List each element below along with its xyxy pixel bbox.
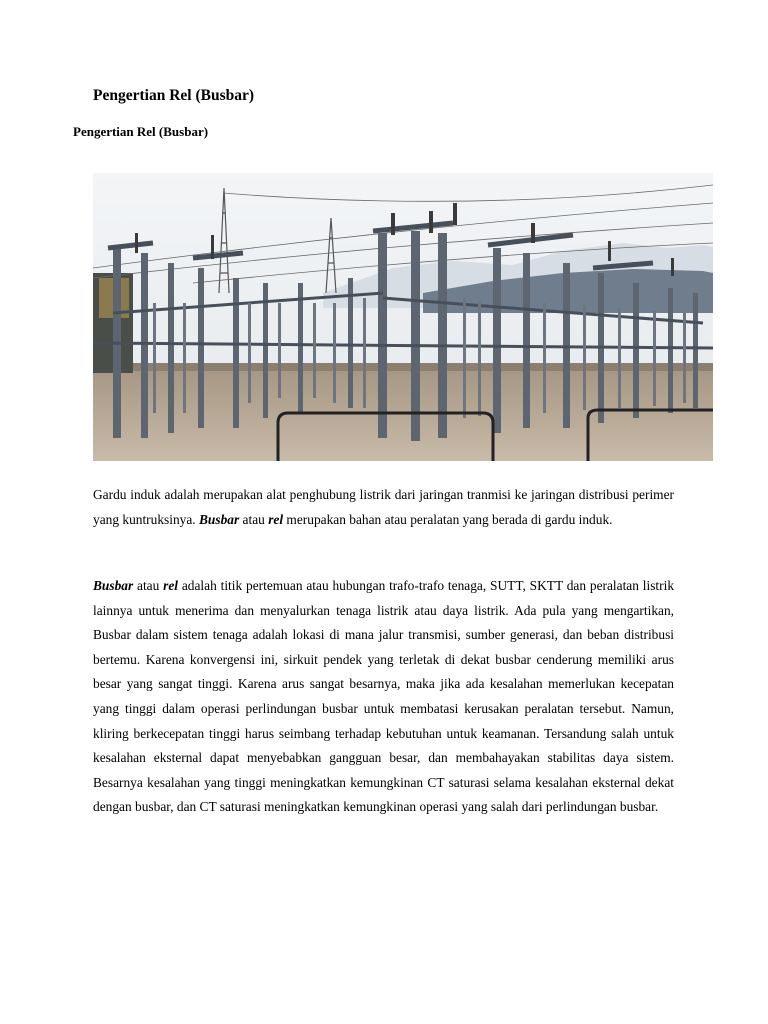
paragraph-definition-text-1: atau — [133, 578, 164, 593]
section-heading: Pengertian Rel (Busbar) — [73, 124, 209, 139]
substation-photo — [93, 173, 713, 461]
paragraph-intro-text-3: merupakan bahan atau peralatan yang berada di gardu induk. — [283, 511, 613, 527]
term-rel: rel — [268, 511, 284, 527]
paragraph-definition — [93, 574, 674, 820]
term-busbar: Busbar — [199, 511, 240, 527]
paragraph-intro — [93, 483, 674, 532]
paragraph-intro-text-2: atau — [239, 511, 269, 527]
paragraph-definition-text-2: adalah titik pertemuan atau hubungan trafo-trafo tenaga, SUTT, SKTT dan peralatan listrik lainnya untuk menerima dan menyalurkan tenaga listrik atau daya listrik. Ada pula yang mengartikan, Busbar dalam sistem tenaga adalah lokasi di mana jalur transmisi, sumber generasi, dan beban distribusi bertemu. Karena konvergensi ini, sirkuit pendek yang terletak di dekat busbar cenderung memiliki arus besar yang sangat tinggi. Karena arus sangat besarnya, maka jika ada kesalahan memerlukan kecepatan yang tinggi dalam operasi perlindungan busbar untuk membatasi kerusakan peralatan tersebut. Namun, kliring berkecepatan tinggi harus seimbang terhadap kebutuhan untuk keamanan. Tersandung salah untuk kesalahan eksternal dapat menyebabkan gangguan besar, dan membahayakan stabilitas daya sistem. Besarnya kesalahan yang tinggi meningkatkan kemungkinan CT saturasi selama kesalahan eksternal dekat dengan busbar, dan CT saturasi meningkatkan kemungkinan operasi yang salah dari perlindungan busbar. — [93, 578, 675, 815]
term-busbar: Busbar — [93, 578, 134, 593]
page-title: Pengertian Rel (Busbar) — [93, 87, 255, 104]
term-rel: rel — [163, 578, 179, 593]
paragraph-intro-text-1: Gardu induk adalah merupakan alat penghubung listrik dari jaringan tranmisi ke jaringan distribusi perimer yang kuntruksinya. — [93, 487, 674, 527]
